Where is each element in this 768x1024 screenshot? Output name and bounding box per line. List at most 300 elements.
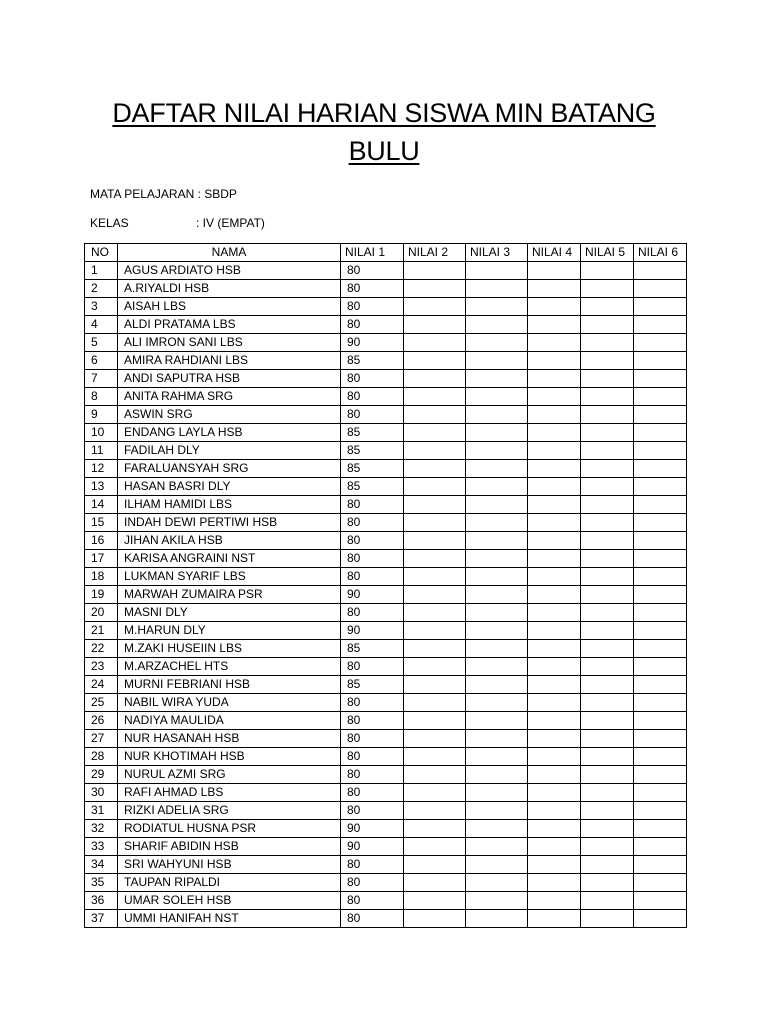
nilai-6-cell xyxy=(634,604,687,622)
no-cell: 11 xyxy=(85,442,118,460)
table-row xyxy=(85,820,687,838)
nilai-1-cell: 90 xyxy=(341,622,404,640)
nilai-6-cell xyxy=(634,298,687,316)
nilai-5-cell xyxy=(581,370,634,388)
nilai-1-cell: 80 xyxy=(341,874,404,892)
nilai-6-cell xyxy=(634,640,687,658)
name-cell: UMAR SOLEH HSB xyxy=(118,892,341,910)
nilai-6-cell xyxy=(634,784,687,802)
no-cell: 20 xyxy=(85,604,118,622)
nilai-1-cell: 90 xyxy=(341,820,404,838)
name-cell: UMMI HANIFAH NST xyxy=(118,910,341,928)
nilai-3-cell xyxy=(466,910,528,928)
table-row xyxy=(85,712,687,730)
nilai-5-cell xyxy=(581,532,634,550)
table-row xyxy=(85,442,687,460)
nilai-4-cell xyxy=(528,766,581,784)
name-cell: INDAH DEWI PERTIWI HSB xyxy=(118,514,341,532)
col-header-nama: NAMA xyxy=(118,244,341,262)
nilai-6-cell xyxy=(634,766,687,784)
col-header-no: NO xyxy=(85,244,118,262)
nilai-6-cell xyxy=(634,334,687,352)
nilai-5-cell xyxy=(581,820,634,838)
table-row xyxy=(85,838,687,856)
col-header-nilai-3: NILAI 3 xyxy=(466,244,528,262)
no-cell: 10 xyxy=(85,424,118,442)
nilai-6-cell xyxy=(634,568,687,586)
nilai-1-cell: 80 xyxy=(341,748,404,766)
subject-row xyxy=(90,187,237,201)
table-row xyxy=(85,550,687,568)
nilai-2-cell xyxy=(404,874,466,892)
name-cell: JIHAN AKILA HSB xyxy=(118,532,341,550)
name-cell: ASWIN SRG xyxy=(118,406,341,424)
nilai-6-cell xyxy=(634,280,687,298)
nilai-4-cell xyxy=(528,586,581,604)
nilai-6-cell xyxy=(634,406,687,424)
table-row xyxy=(85,910,687,928)
nilai-4-cell xyxy=(528,388,581,406)
table-row xyxy=(85,478,687,496)
nilai-3-cell xyxy=(466,370,528,388)
nilai-3-cell xyxy=(466,856,528,874)
no-cell: 7 xyxy=(85,370,118,388)
nilai-5-cell xyxy=(581,838,634,856)
table-row xyxy=(85,640,687,658)
nilai-2-cell xyxy=(404,676,466,694)
nilai-4-cell xyxy=(528,676,581,694)
nilai-6-cell xyxy=(634,424,687,442)
nilai-3-cell xyxy=(466,406,528,424)
nilai-5-cell xyxy=(581,424,634,442)
nilai-5-cell xyxy=(581,604,634,622)
nilai-1-cell: 80 xyxy=(341,388,404,406)
nilai-6-cell xyxy=(634,622,687,640)
name-cell: NUR HASANAH HSB xyxy=(118,730,341,748)
name-cell: MURNI FEBRIANI HSB xyxy=(118,676,341,694)
nilai-3-cell xyxy=(466,532,528,550)
nilai-4-cell xyxy=(528,532,581,550)
name-cell: ILHAM HAMIDI LBS xyxy=(118,496,341,514)
no-cell: 4 xyxy=(85,316,118,334)
col-header-nilai-2: NILAI 2 xyxy=(404,244,466,262)
nilai-5-cell xyxy=(581,442,634,460)
nilai-2-cell xyxy=(404,514,466,532)
no-cell: 13 xyxy=(85,478,118,496)
nilai-5-cell xyxy=(581,478,634,496)
nilai-1-cell: 80 xyxy=(341,784,404,802)
nilai-2-cell xyxy=(404,352,466,370)
name-cell: AISAH LBS xyxy=(118,298,341,316)
nilai-2-cell xyxy=(404,532,466,550)
name-cell: FARALUANSYAH SRG xyxy=(118,460,341,478)
no-cell: 36 xyxy=(85,892,118,910)
name-cell: M.ARZACHEL HTS xyxy=(118,658,341,676)
nilai-3-cell xyxy=(466,658,528,676)
nilai-3-cell xyxy=(466,604,528,622)
nilai-2-cell xyxy=(404,892,466,910)
table-row xyxy=(85,748,687,766)
nilai-2-cell xyxy=(404,838,466,856)
table-row xyxy=(85,406,687,424)
nilai-1-cell: 85 xyxy=(341,640,404,658)
nilai-4-cell xyxy=(528,712,581,730)
nilai-3-cell xyxy=(466,712,528,730)
name-cell: NADIYA MAULIDA xyxy=(118,712,341,730)
nilai-6-cell xyxy=(634,514,687,532)
nilai-4-cell xyxy=(528,622,581,640)
name-cell: ALI IMRON SANI LBS xyxy=(118,334,341,352)
nilai-5-cell xyxy=(581,694,634,712)
table-row xyxy=(85,334,687,352)
name-cell: MARWAH ZUMAIRA PSR xyxy=(118,586,341,604)
nilai-2-cell xyxy=(404,640,466,658)
nilai-2-cell xyxy=(404,568,466,586)
table-header-row xyxy=(85,244,687,262)
nilai-6-cell xyxy=(634,676,687,694)
class-label: KELAS xyxy=(90,216,129,230)
nilai-3-cell xyxy=(466,478,528,496)
nilai-3-cell xyxy=(466,622,528,640)
nilai-5-cell xyxy=(581,316,634,334)
nilai-2-cell xyxy=(404,586,466,604)
nilai-1-cell: 80 xyxy=(341,550,404,568)
nilai-3-cell xyxy=(466,550,528,568)
nilai-5-cell xyxy=(581,676,634,694)
no-cell: 28 xyxy=(85,748,118,766)
nilai-3-cell xyxy=(466,460,528,478)
nilai-4-cell xyxy=(528,838,581,856)
nilai-3-cell xyxy=(466,820,528,838)
nilai-4-cell xyxy=(528,658,581,676)
col-header-nilai-1: NILAI 1 xyxy=(341,244,404,262)
title-line-1: DAFTAR NILAI HARIAN SISWA MIN BATANG xyxy=(112,98,656,128)
name-cell: AGUS ARDIATO HSB xyxy=(118,262,341,280)
table-row xyxy=(85,424,687,442)
nilai-2-cell xyxy=(404,460,466,478)
name-cell: ANITA RAHMA SRG xyxy=(118,388,341,406)
nilai-4-cell xyxy=(528,496,581,514)
nilai-2-cell xyxy=(404,478,466,496)
name-cell: SHARIF ABIDIN HSB xyxy=(118,838,341,856)
nilai-5-cell xyxy=(581,406,634,424)
nilai-1-cell: 80 xyxy=(341,766,404,784)
nilai-4-cell xyxy=(528,856,581,874)
nilai-5-cell xyxy=(581,334,634,352)
document-title xyxy=(84,94,684,170)
name-cell: KARISA ANGRAINI NST xyxy=(118,550,341,568)
nilai-3-cell xyxy=(466,442,528,460)
table-row xyxy=(85,676,687,694)
nilai-1-cell: 80 xyxy=(341,298,404,316)
no-cell: 14 xyxy=(85,496,118,514)
table-row xyxy=(85,892,687,910)
nilai-1-cell: 80 xyxy=(341,712,404,730)
col-header-nilai-4: NILAI 4 xyxy=(528,244,581,262)
nilai-1-cell: 90 xyxy=(341,838,404,856)
nilai-1-cell: 90 xyxy=(341,586,404,604)
table-row xyxy=(85,316,687,334)
name-cell: SRI WAHYUNI HSB xyxy=(118,856,341,874)
nilai-3-cell xyxy=(466,424,528,442)
nilai-1-cell: 85 xyxy=(341,424,404,442)
nilai-4-cell xyxy=(528,748,581,766)
nilai-1-cell: 80 xyxy=(341,532,404,550)
nilai-2-cell xyxy=(404,370,466,388)
nilai-1-cell: 80 xyxy=(341,802,404,820)
table-row xyxy=(85,784,687,802)
nilai-6-cell xyxy=(634,262,687,280)
nilai-5-cell xyxy=(581,622,634,640)
nilai-2-cell xyxy=(404,622,466,640)
nilai-5-cell xyxy=(581,550,634,568)
nilai-3-cell xyxy=(466,892,528,910)
nilai-3-cell xyxy=(466,784,528,802)
name-cell: RAFI AHMAD LBS xyxy=(118,784,341,802)
nilai-4-cell xyxy=(528,298,581,316)
nilai-2-cell xyxy=(404,784,466,802)
nilai-2-cell xyxy=(404,820,466,838)
nilai-4-cell xyxy=(528,640,581,658)
nilai-3-cell xyxy=(466,280,528,298)
nilai-1-cell: 90 xyxy=(341,334,404,352)
no-cell: 21 xyxy=(85,622,118,640)
nilai-4-cell xyxy=(528,460,581,478)
nilai-4-cell xyxy=(528,910,581,928)
subject-label: MATA PELAJARAN : SBDP xyxy=(90,187,237,201)
no-cell: 34 xyxy=(85,856,118,874)
nilai-3-cell xyxy=(466,388,528,406)
nilai-2-cell xyxy=(404,856,466,874)
nilai-1-cell: 80 xyxy=(341,730,404,748)
nilai-2-cell xyxy=(404,442,466,460)
name-cell: NABIL WIRA YUDA xyxy=(118,694,341,712)
nilai-2-cell xyxy=(404,910,466,928)
no-cell: 30 xyxy=(85,784,118,802)
nilai-2-cell xyxy=(404,280,466,298)
nilai-4-cell xyxy=(528,478,581,496)
nilai-6-cell xyxy=(634,856,687,874)
table-row xyxy=(85,874,687,892)
nilai-3-cell xyxy=(466,496,528,514)
title-line-2: BULU xyxy=(348,136,420,166)
nilai-6-cell xyxy=(634,748,687,766)
nilai-6-cell xyxy=(634,730,687,748)
table-row xyxy=(85,694,687,712)
nilai-1-cell: 85 xyxy=(341,460,404,478)
nilai-1-cell: 85 xyxy=(341,676,404,694)
nilai-6-cell xyxy=(634,370,687,388)
nilai-1-cell: 80 xyxy=(341,262,404,280)
no-cell: 32 xyxy=(85,820,118,838)
nilai-2-cell xyxy=(404,406,466,424)
no-cell: 5 xyxy=(85,334,118,352)
nilai-5-cell xyxy=(581,280,634,298)
name-cell: TAUPAN RIPALDI xyxy=(118,874,341,892)
nilai-3-cell xyxy=(466,838,528,856)
nilai-4-cell xyxy=(528,424,581,442)
nilai-3-cell xyxy=(466,568,528,586)
table-row xyxy=(85,370,687,388)
no-cell: 23 xyxy=(85,658,118,676)
nilai-4-cell xyxy=(528,892,581,910)
table-row xyxy=(85,262,687,280)
nilai-1-cell: 80 xyxy=(341,604,404,622)
name-cell: ALDI PRATAMA LBS xyxy=(118,316,341,334)
nilai-3-cell xyxy=(466,514,528,532)
name-cell: NURUL AZMI SRG xyxy=(118,766,341,784)
nilai-4-cell xyxy=(528,280,581,298)
nilai-4-cell xyxy=(528,550,581,568)
nilai-2-cell xyxy=(404,604,466,622)
no-cell: 22 xyxy=(85,640,118,658)
table-row xyxy=(85,766,687,784)
nilai-2-cell xyxy=(404,298,466,316)
nilai-1-cell: 80 xyxy=(341,496,404,514)
no-cell: 24 xyxy=(85,676,118,694)
nilai-2-cell xyxy=(404,730,466,748)
nilai-3-cell xyxy=(466,640,528,658)
nilai-5-cell xyxy=(581,298,634,316)
grades-table-body xyxy=(85,262,687,928)
name-cell: FADILAH DLY xyxy=(118,442,341,460)
nilai-5-cell xyxy=(581,514,634,532)
nilai-1-cell: 80 xyxy=(341,316,404,334)
nilai-3-cell xyxy=(466,874,528,892)
name-cell: A.RIYALDI HSB xyxy=(118,280,341,298)
nilai-6-cell xyxy=(634,892,687,910)
nilai-5-cell xyxy=(581,784,634,802)
nilai-4-cell xyxy=(528,802,581,820)
no-cell: 37 xyxy=(85,910,118,928)
no-cell: 18 xyxy=(85,568,118,586)
nilai-4-cell xyxy=(528,370,581,388)
nilai-4-cell xyxy=(528,784,581,802)
nilai-6-cell xyxy=(634,694,687,712)
nilai-4-cell xyxy=(528,874,581,892)
no-cell: 33 xyxy=(85,838,118,856)
nilai-1-cell: 85 xyxy=(341,478,404,496)
name-cell: RIZKI ADELIA SRG xyxy=(118,802,341,820)
nilai-4-cell xyxy=(528,568,581,586)
table-row xyxy=(85,802,687,820)
name-cell: M.HARUN DLY xyxy=(118,622,341,640)
name-cell: MASNI DLY xyxy=(118,604,341,622)
nilai-2-cell xyxy=(404,748,466,766)
table-row xyxy=(85,496,687,514)
nilai-2-cell xyxy=(404,262,466,280)
nilai-6-cell xyxy=(634,388,687,406)
nilai-5-cell xyxy=(581,730,634,748)
no-cell: 29 xyxy=(85,766,118,784)
nilai-4-cell xyxy=(528,316,581,334)
nilai-6-cell xyxy=(634,316,687,334)
table-row xyxy=(85,658,687,676)
no-cell: 19 xyxy=(85,586,118,604)
nilai-5-cell xyxy=(581,586,634,604)
no-cell: 16 xyxy=(85,532,118,550)
nilai-4-cell xyxy=(528,820,581,838)
nilai-1-cell: 85 xyxy=(341,442,404,460)
nilai-1-cell: 80 xyxy=(341,514,404,532)
table-row xyxy=(85,298,687,316)
name-cell: LUKMAN SYARIF LBS xyxy=(118,568,341,586)
no-cell: 26 xyxy=(85,712,118,730)
nilai-3-cell xyxy=(466,334,528,352)
nilai-2-cell xyxy=(404,766,466,784)
name-cell: HASAN BASRI DLY xyxy=(118,478,341,496)
table-row xyxy=(85,622,687,640)
nilai-1-cell: 85 xyxy=(341,352,404,370)
table-row xyxy=(85,388,687,406)
table-row xyxy=(85,280,687,298)
nilai-2-cell xyxy=(404,424,466,442)
nilai-6-cell xyxy=(634,712,687,730)
nilai-5-cell xyxy=(581,658,634,676)
nilai-5-cell xyxy=(581,262,634,280)
nilai-3-cell xyxy=(466,694,528,712)
no-cell: 1 xyxy=(85,262,118,280)
nilai-5-cell xyxy=(581,802,634,820)
nilai-1-cell: 80 xyxy=(341,280,404,298)
name-cell: NUR KHOTIMAH HSB xyxy=(118,748,341,766)
no-cell: 35 xyxy=(85,874,118,892)
no-cell: 8 xyxy=(85,388,118,406)
name-cell: M.ZAKI HUSEIIN LBS xyxy=(118,640,341,658)
nilai-2-cell xyxy=(404,388,466,406)
no-cell: 27 xyxy=(85,730,118,748)
nilai-4-cell xyxy=(528,604,581,622)
nilai-1-cell: 80 xyxy=(341,856,404,874)
nilai-3-cell xyxy=(466,730,528,748)
table-row xyxy=(85,460,687,478)
class-value: : IV (EMPAT) xyxy=(196,216,265,230)
nilai-6-cell xyxy=(634,910,687,928)
nilai-5-cell xyxy=(581,748,634,766)
nilai-6-cell xyxy=(634,496,687,514)
nilai-3-cell xyxy=(466,676,528,694)
nilai-2-cell xyxy=(404,802,466,820)
nilai-1-cell: 80 xyxy=(341,694,404,712)
no-cell: 9 xyxy=(85,406,118,424)
table-row xyxy=(85,532,687,550)
nilai-5-cell xyxy=(581,766,634,784)
no-cell: 15 xyxy=(85,514,118,532)
nilai-4-cell xyxy=(528,514,581,532)
name-cell: RODIATUL HUSNA PSR xyxy=(118,820,341,838)
table-row xyxy=(85,730,687,748)
nilai-6-cell xyxy=(634,478,687,496)
nilai-5-cell xyxy=(581,640,634,658)
nilai-6-cell xyxy=(634,550,687,568)
nilai-5-cell xyxy=(581,460,634,478)
no-cell: 31 xyxy=(85,802,118,820)
no-cell: 25 xyxy=(85,694,118,712)
table-row xyxy=(85,568,687,586)
no-cell: 17 xyxy=(85,550,118,568)
nilai-3-cell xyxy=(466,586,528,604)
table-row xyxy=(85,604,687,622)
table-row xyxy=(85,514,687,532)
nilai-2-cell xyxy=(404,550,466,568)
name-cell: ENDANG LAYLA HSB xyxy=(118,424,341,442)
no-cell: 2 xyxy=(85,280,118,298)
table-row xyxy=(85,352,687,370)
nilai-2-cell xyxy=(404,694,466,712)
nilai-5-cell xyxy=(581,910,634,928)
table-row xyxy=(85,856,687,874)
nilai-6-cell xyxy=(634,460,687,478)
